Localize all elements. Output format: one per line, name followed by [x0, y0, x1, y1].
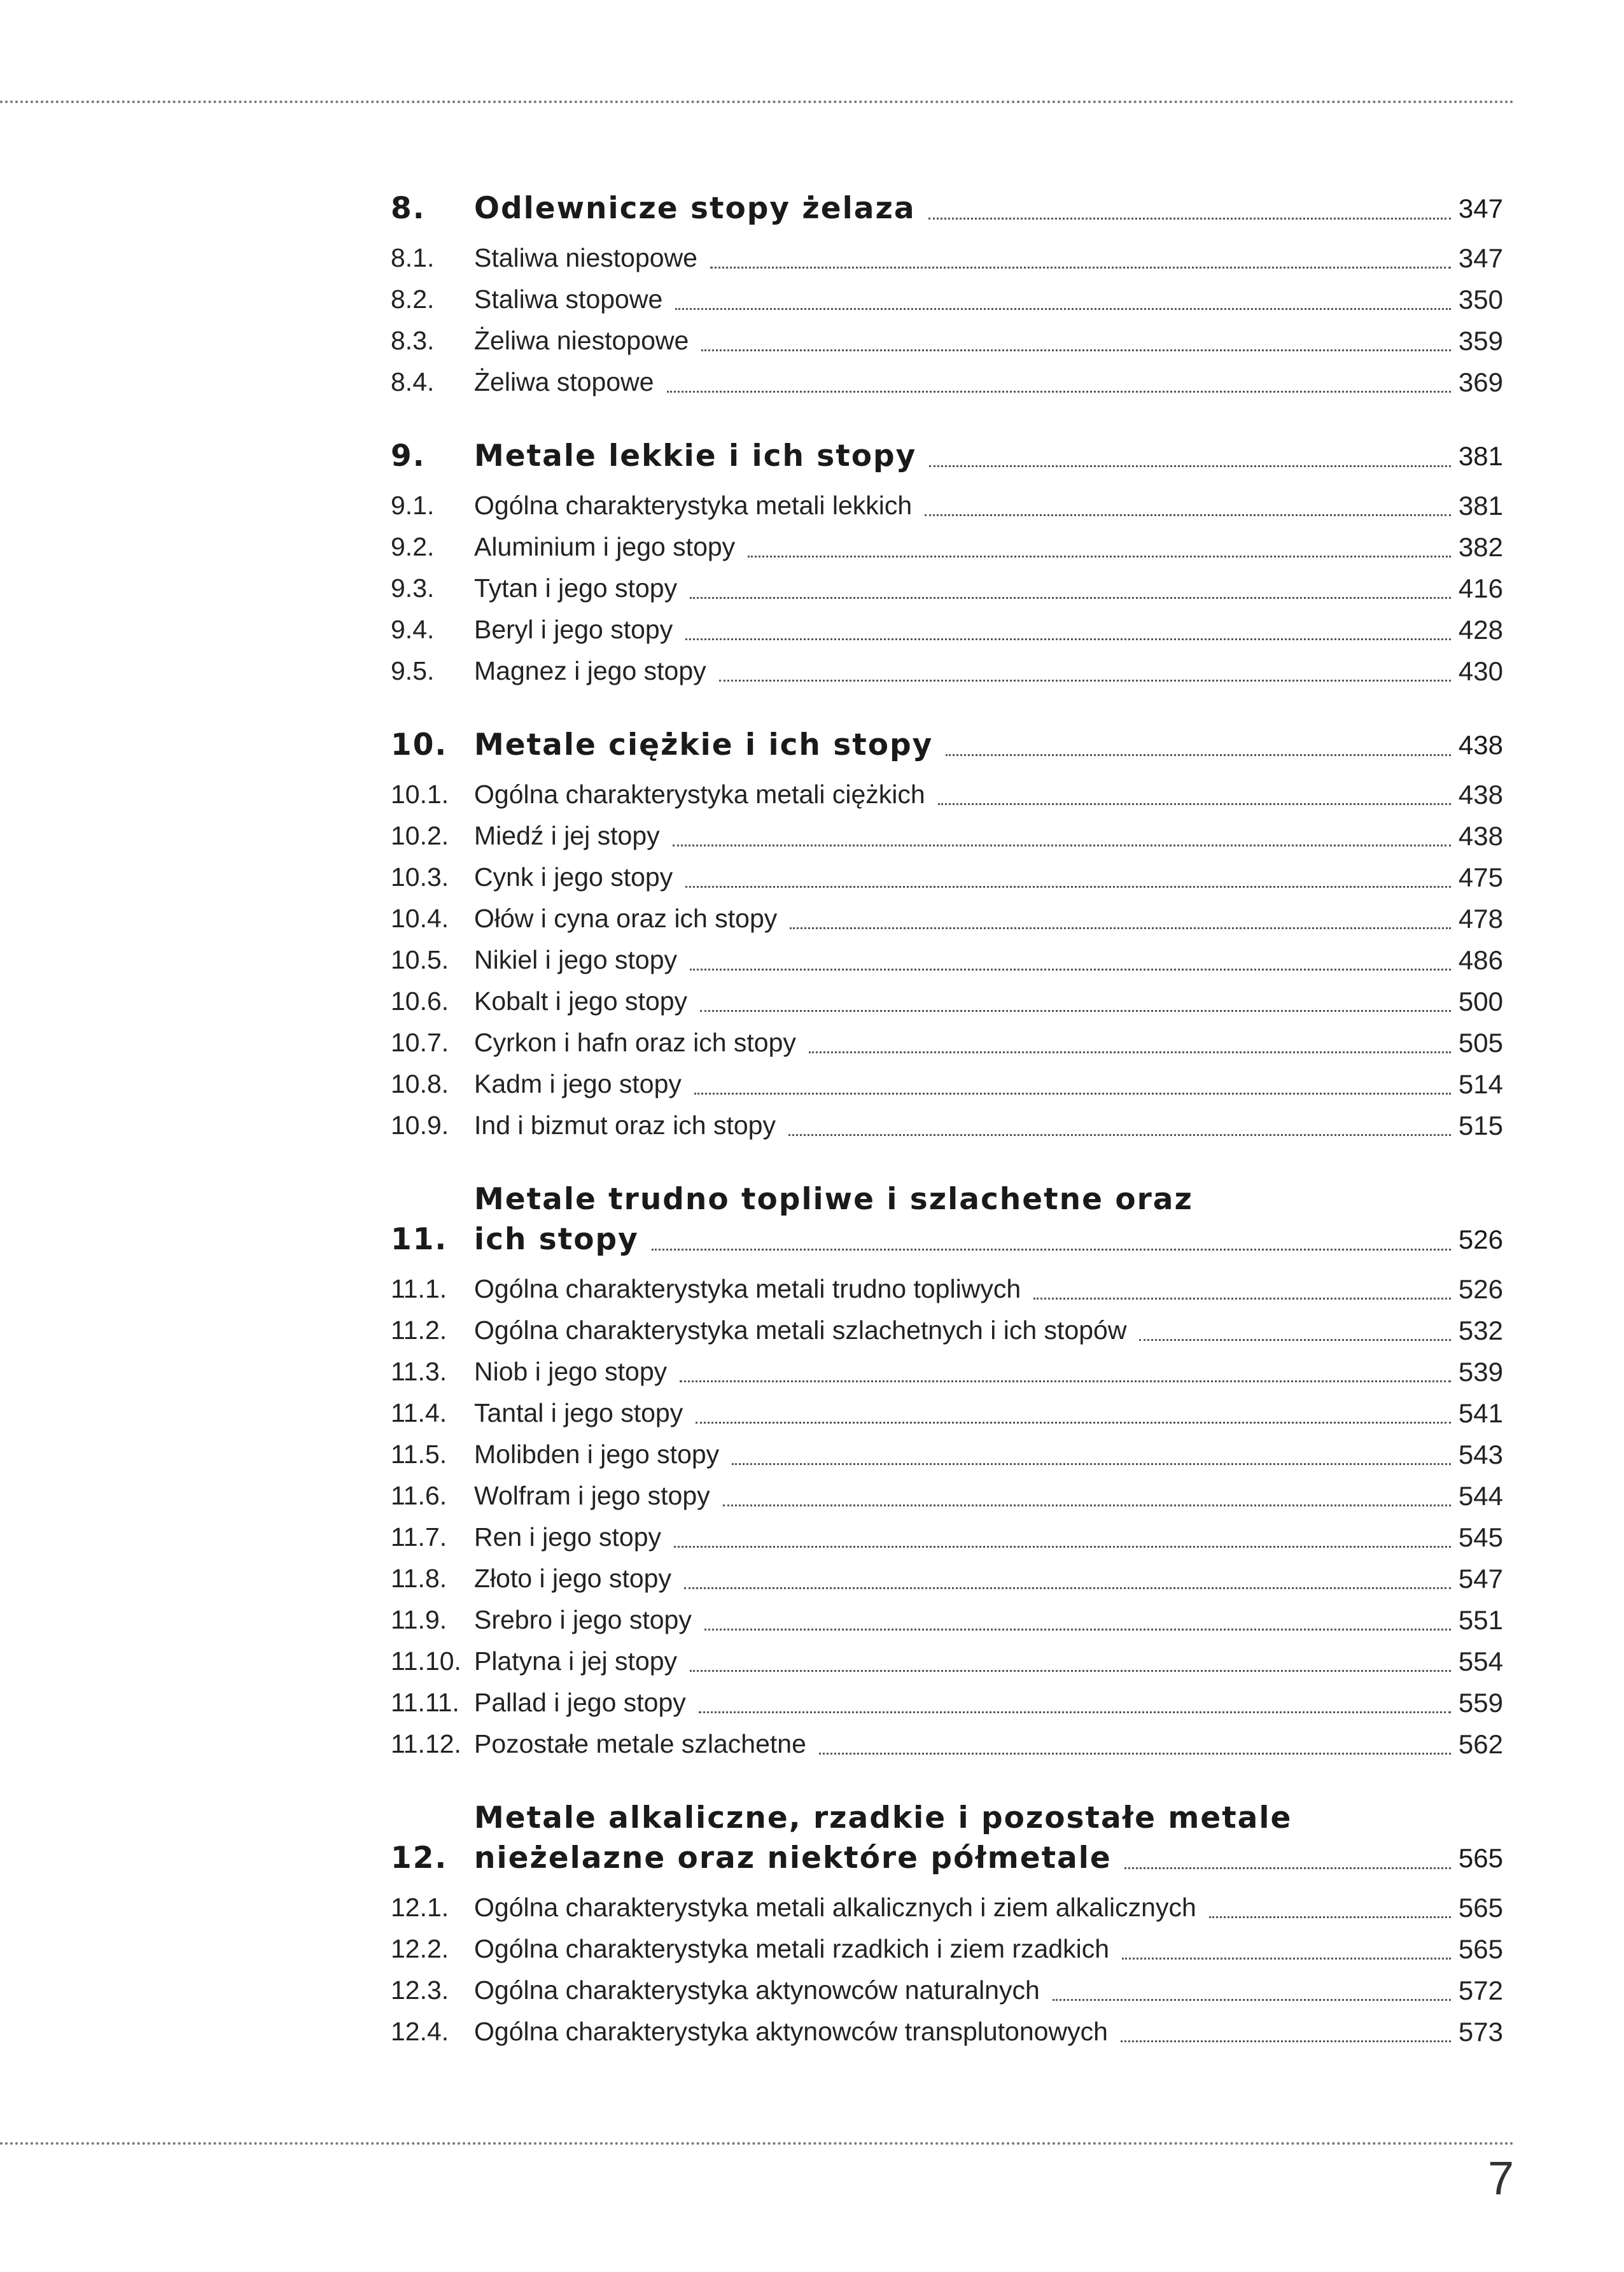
entry-number: 10.6.	[391, 986, 449, 1016]
entry-page: 554	[1458, 1646, 1503, 1676]
entry-page: 562	[1458, 1729, 1503, 1759]
toc-entry[interactable]	[391, 485, 1503, 526]
dot-leader	[748, 556, 1451, 557]
chapter-title-text: Metale ciężkie i ich stopy	[474, 727, 934, 762]
entry-title: Srebro i jego stopy	[474, 1605, 692, 1634]
entry-number: 12.4.	[391, 2017, 449, 2046]
chapter-title-line	[474, 1798, 1503, 1838]
dot-leader	[710, 267, 1451, 269]
toc-entry[interactable]	[391, 1392, 1503, 1434]
dot-leader	[1033, 1298, 1451, 1300]
entry-title: Żeliwa stopowe	[474, 367, 654, 396]
entry-page: 416	[1458, 573, 1503, 603]
entry-number: 10.7.	[391, 1028, 449, 1057]
toc-entry[interactable]	[391, 361, 1503, 403]
entry-page: 382	[1458, 532, 1503, 562]
dot-leader	[694, 1093, 1451, 1095]
chapter-title-text: Metale alkaliczne, rzadkie i pozostałe metale	[474, 1800, 1292, 1835]
entry-title: Magnez i jego stopy	[474, 656, 706, 685]
toc-entry[interactable]	[391, 898, 1503, 939]
toc-entry[interactable]	[391, 609, 1503, 650]
chapter-page: 526	[1458, 1224, 1503, 1254]
entry-title: Miedź i jej stopy	[474, 821, 660, 850]
dot-leader	[1121, 2040, 1451, 2042]
chapter-heading[interactable]	[391, 1798, 1503, 1878]
toc-entry[interactable]	[391, 1351, 1503, 1392]
chapter-heading[interactable]	[391, 1179, 1503, 1259]
entry-page: 505	[1458, 1028, 1503, 1058]
chapter-title-text: Metale lekkie i ich stopy	[474, 438, 917, 473]
toc-entry[interactable]	[391, 1268, 1503, 1310]
dot-leader	[788, 1134, 1451, 1136]
dot-leader	[685, 638, 1451, 640]
dot-leader	[704, 1629, 1451, 1630]
entry-number: 10.8.	[391, 1069, 449, 1098]
chapter-page: 438	[1458, 730, 1503, 760]
dot-leader	[652, 1249, 1451, 1251]
entry-number: 10.1.	[391, 780, 449, 809]
entry-title: Cynk i jego stopy	[474, 862, 673, 892]
entry-number: 11.4.	[391, 1398, 447, 1427]
entry-number: 8.4.	[391, 367, 435, 396]
entry-number: 8.2.	[391, 284, 435, 314]
entry-number: 9.5.	[391, 656, 435, 685]
entry-title: Staliwa stopowe	[474, 284, 663, 314]
entry-number: 8.1.	[391, 243, 435, 272]
entry-title: Molibden i jego stopy	[474, 1440, 720, 1469]
toc-entry[interactable]	[391, 774, 1503, 815]
dot-leader	[1209, 1916, 1451, 1918]
entry-title: Aluminium i jego stopy	[474, 532, 736, 561]
entry-title: Ogólna charakterystyka aktynowców naturalnych	[474, 1975, 1040, 2005]
entry-page: 350	[1458, 284, 1503, 314]
toc-entry[interactable]	[391, 1434, 1503, 1475]
entry-title: Złoto i jego stopy	[474, 1564, 671, 1593]
toc-entry[interactable]	[391, 1641, 1503, 1682]
entry-number: 10.3.	[391, 862, 449, 892]
dot-leader	[690, 597, 1451, 599]
entry-number: 11.7.	[391, 1522, 447, 1552]
entry-number: 9.4.	[391, 615, 435, 644]
dot-leader	[674, 1546, 1451, 1548]
toc-entry[interactable]	[391, 568, 1503, 609]
entry-page: 547	[1458, 1564, 1503, 1594]
entry-title: Nikiel i jego stopy	[474, 945, 678, 974]
entry-page: 347	[1458, 243, 1503, 273]
toc-entry[interactable]	[391, 1475, 1503, 1517]
entry-title: Kadm i jego stopy	[474, 1069, 682, 1098]
toc-entry[interactable]	[391, 1558, 1503, 1599]
dot-leader	[690, 969, 1451, 971]
dot-leader	[732, 1463, 1451, 1465]
dot-leader	[696, 1422, 1451, 1424]
entry-title: Ogólna charakterystyka aktynowców transplutonowych	[474, 2017, 1108, 2046]
toc-entry[interactable]	[391, 939, 1503, 981]
entry-number: 12.2.	[391, 1934, 449, 1963]
dot-leader	[719, 680, 1451, 682]
entry-page: 532	[1458, 1315, 1503, 1345]
entry-page: 572	[1458, 1975, 1503, 2005]
entry-page: 369	[1458, 367, 1503, 397]
entry-title: Wolfram i jego stopy	[474, 1481, 710, 1510]
chapter-page: 347	[1458, 193, 1503, 223]
toc-entry[interactable]	[391, 1105, 1503, 1146]
entry-page: 428	[1458, 615, 1503, 645]
entry-title: Cyrkon i hafn oraz ich stopy	[474, 1028, 796, 1057]
entry-number: 11.6.	[391, 1481, 447, 1510]
entry-title: Tytan i jego stopy	[474, 573, 678, 603]
dot-leader	[819, 1753, 1451, 1755]
toc-entry[interactable]	[391, 1599, 1503, 1641]
entry-page: 486	[1458, 945, 1503, 975]
toc-section	[391, 725, 1503, 1146]
chapter-number: 12.	[391, 1841, 448, 1876]
entry-page: 515	[1458, 1111, 1503, 1140]
dot-leader	[809, 1051, 1451, 1053]
dot-leader	[675, 308, 1451, 310]
dot-leader	[1122, 1958, 1451, 1960]
chapter-title-text: ich stopy	[474, 1222, 639, 1257]
chapter-page: 565	[1458, 1843, 1503, 1873]
chapter-heading[interactable]	[391, 725, 1503, 765]
entry-title: Ogólna charakterystyka metali ciężkich	[474, 780, 925, 809]
toc-section	[391, 1179, 1503, 1765]
chapter-title	[474, 436, 1503, 476]
entry-title: Pallad i jego stopy	[474, 1688, 686, 1717]
entry-number: 12.1.	[391, 1893, 449, 1922]
entry-title: Ogólna charakterystyka metali lekkich	[474, 491, 913, 520]
entry-title: Niob i jego stopy	[474, 1357, 668, 1386]
toc-entry[interactable]	[391, 1063, 1503, 1105]
chapter-title-text: Metale trudno topliwe i szlachetne oraz	[474, 1182, 1193, 1217]
entry-title: Tantal i jego stopy	[474, 1398, 683, 1427]
entry-page: 543	[1458, 1440, 1503, 1469]
table-of-contents	[391, 188, 1503, 2086]
chapter-number: 8.	[391, 191, 426, 226]
dot-leader	[1053, 1999, 1451, 2001]
bottom-dotted-rule	[0, 2142, 1515, 2145]
entry-title: Ogólna charakterystyka metali rzadkich i ziem rzadkich	[474, 1934, 1110, 1963]
entry-title: Beryl i jego stopy	[474, 615, 673, 644]
entry-number: 11.3.	[391, 1357, 447, 1386]
toc-entry[interactable]	[391, 1682, 1503, 1723]
dot-leader	[929, 465, 1451, 467]
dot-leader	[925, 514, 1451, 516]
chapter-number: 11.	[391, 1222, 448, 1257]
entry-number: 11.2.	[391, 1315, 447, 1345]
toc-entry[interactable]	[391, 526, 1503, 568]
entry-number: 8.3.	[391, 326, 435, 355]
toc-entry[interactable]	[391, 1517, 1503, 1558]
toc-entry[interactable]	[391, 650, 1503, 692]
dot-leader	[928, 218, 1451, 220]
entry-title: Staliwa niestopowe	[474, 243, 697, 272]
dot-leader	[938, 803, 1451, 805]
entry-number: 11.11.	[391, 1688, 459, 1717]
entry-number: 10.4.	[391, 904, 449, 933]
entry-number: 11.9.	[391, 1605, 447, 1634]
chapter-title-line	[474, 1179, 1503, 1219]
chapter-title-line	[474, 1219, 1503, 1259]
entry-title: Ren i jego stopy	[474, 1522, 662, 1552]
chapter-title-line	[474, 436, 1503, 476]
toc-section	[391, 1798, 1503, 2052]
toc-entry[interactable]	[391, 815, 1503, 857]
entry-title: Ogólna charakterystyka metali szlachetnych i ich stopów	[474, 1315, 1127, 1345]
entry-number: 9.2.	[391, 532, 435, 561]
entry-page: 539	[1458, 1357, 1503, 1387]
toc-entry[interactable]	[391, 2011, 1503, 2052]
dot-leader	[1139, 1339, 1450, 1341]
entry-page: 541	[1458, 1398, 1503, 1428]
dot-leader	[723, 1504, 1451, 1506]
toc-entry[interactable]	[391, 1887, 1503, 1928]
chapter-page: 381	[1458, 441, 1503, 471]
entry-title: Kobalt i jego stopy	[474, 986, 688, 1016]
dot-leader	[673, 845, 1451, 846]
chapter-number: 9.	[391, 438, 426, 473]
entry-page: 478	[1458, 904, 1503, 934]
dot-leader	[667, 391, 1451, 393]
entry-page: 573	[1458, 2017, 1503, 2047]
entry-page: 430	[1458, 656, 1503, 686]
dot-leader	[946, 754, 1451, 756]
dot-leader	[1124, 1867, 1451, 1869]
entry-number: 11.10.	[391, 1646, 461, 1676]
entry-title: Ogólna charakterystyka metali trudno topliwych	[474, 1274, 1021, 1303]
entry-number: 11.1.	[391, 1274, 447, 1303]
entry-title: Ind i bizmut oraz ich stopy	[474, 1111, 776, 1140]
entry-page: 526	[1458, 1274, 1503, 1304]
entry-number: 10.9.	[391, 1111, 449, 1140]
toc-entry[interactable]	[391, 237, 1503, 279]
dot-leader	[790, 927, 1451, 929]
chapter-title-text: nieżelazne oraz niektóre półmetale	[474, 1841, 1112, 1876]
entry-page: 545	[1458, 1522, 1503, 1552]
entry-page: 551	[1458, 1605, 1503, 1635]
chapter-title-line	[474, 188, 1503, 228]
entry-number: 11.12.	[391, 1729, 461, 1758]
entry-page: 359	[1458, 326, 1503, 356]
chapter-title-text: Odlewnicze stopy żelaza	[474, 191, 916, 226]
entry-title: Ogólna charakterystyka metali alkalicznych i ziem alkalicznych	[474, 1893, 1196, 1922]
entry-page: 381	[1458, 491, 1503, 521]
toc-entry[interactable]	[391, 1310, 1503, 1351]
entry-title: Pozostałe metale szlachetne	[474, 1729, 806, 1758]
dot-leader	[699, 1711, 1451, 1713]
entry-number: 9.3.	[391, 573, 435, 603]
entry-number: 11.8.	[391, 1564, 447, 1593]
chapter-title	[474, 725, 1503, 765]
toc-entry[interactable]	[391, 1723, 1503, 1765]
chapter-title	[474, 1798, 1503, 1878]
top-dotted-rule	[0, 101, 1515, 103]
dot-leader	[700, 1010, 1451, 1012]
entry-page: 438	[1458, 821, 1503, 851]
toc-entry[interactable]	[391, 320, 1503, 361]
entry-page: 438	[1458, 780, 1503, 810]
dot-leader	[684, 1587, 1451, 1589]
entry-page: 559	[1458, 1688, 1503, 1718]
chapter-heading[interactable]	[391, 188, 1503, 228]
chapter-title-line	[474, 1838, 1503, 1878]
dot-leader	[701, 349, 1451, 351]
entry-number: 9.1.	[391, 491, 435, 520]
chapter-title-line	[474, 725, 1503, 765]
entry-number: 12.3.	[391, 1975, 449, 2005]
chapter-number: 10.	[391, 727, 448, 762]
entry-title: Platyna i jej stopy	[474, 1646, 678, 1676]
entry-page: 500	[1458, 986, 1503, 1016]
toc-section	[391, 436, 1503, 692]
toc-entry[interactable]	[391, 1928, 1503, 1970]
dot-leader	[680, 1380, 1451, 1382]
chapter-title	[474, 1179, 1503, 1259]
entry-number: 11.5.	[391, 1440, 447, 1469]
toc-entry[interactable]	[391, 279, 1503, 320]
entry-page: 475	[1458, 862, 1503, 892]
entry-page: 514	[1458, 1069, 1503, 1099]
chapter-heading[interactable]	[391, 436, 1503, 476]
page-number: 7	[1488, 2152, 1515, 2205]
entry-number: 10.5.	[391, 945, 449, 974]
entry-number: 10.2.	[391, 821, 449, 850]
chapter-title	[474, 188, 1503, 228]
entry-title: Ołów i cyna oraz ich stopy	[474, 904, 778, 933]
toc-entry[interactable]	[391, 1022, 1503, 1063]
dot-leader	[685, 886, 1451, 888]
toc-section	[391, 188, 1503, 403]
entry-page: 565	[1458, 1893, 1503, 1923]
toc-entry[interactable]	[391, 1970, 1503, 2011]
toc-entry[interactable]	[391, 857, 1503, 898]
entry-page: 565	[1458, 1934, 1503, 1964]
entry-title: Żeliwa niestopowe	[474, 326, 689, 355]
dot-leader	[690, 1670, 1451, 1672]
entry-page: 544	[1458, 1481, 1503, 1511]
toc-entry[interactable]	[391, 981, 1503, 1022]
